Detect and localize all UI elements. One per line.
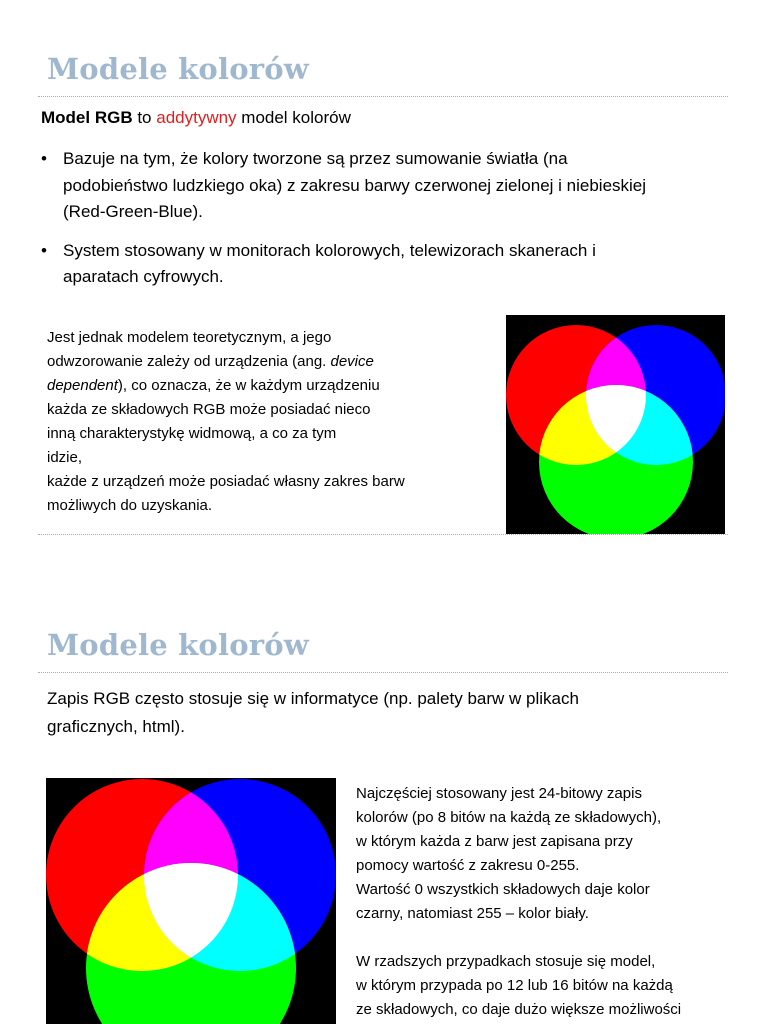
paragraph-line: w którym przypada po 12 lub 16 bitów na każdą: [356, 977, 673, 994]
paragraph-italic: dependent: [47, 377, 118, 394]
intro-pre: to: [132, 108, 157, 127]
paragraph-line: ), co oznacza, że w każdym urządzeniu: [117, 377, 380, 394]
bullet-item: [41, 238, 741, 291]
intro-bold: Model RGB: [41, 108, 133, 127]
bullet-line: System stosowany w monitorach kolorowych, telewizorach skanerach i: [63, 240, 596, 260]
slide-title: Modele kolorów: [47, 52, 309, 86]
paragraph-line: możliwych do uzyskania.: [47, 497, 213, 514]
intro-line: [41, 104, 351, 132]
rgb-venn-svg: [506, 315, 725, 534]
paragraph-line: czarny, natomiast 255 – kolor biały.: [356, 905, 589, 922]
rgb-venn-svg: [46, 778, 336, 1024]
title-divider: [38, 96, 728, 97]
paragraph-line: inną charakterystykę widmową, a co za tym: [47, 425, 337, 442]
slide-bottom-divider: [38, 534, 728, 535]
bullet-dot-icon: •: [41, 149, 47, 168]
intro-line: graficznych, html).: [47, 717, 185, 736]
bullet-line: (Red-Green-Blue).: [63, 202, 203, 221]
paragraph-line: w którym każda z barw jest zapisana przy: [356, 833, 633, 850]
bullet-list: [41, 146, 741, 303]
theory-paragraph: [47, 326, 487, 518]
bullet-line: Bazuje na tym, że kolory tworzone są przez sumowanie światła (na: [63, 149, 568, 168]
paragraph-line: odwzorowanie zależy od urządzenia (ang.: [47, 353, 331, 370]
paragraph-line: każde z urządzeń może posiadać własny zakres barw: [47, 473, 405, 490]
intro-post: model kolorów: [236, 108, 351, 127]
slide-2: [0, 576, 768, 1024]
paragraph-line: idzie,: [47, 449, 83, 466]
paragraph-line: Wartość 0 wszystkich składowych daje kolor: [356, 881, 650, 898]
paragraph-line: kolorów (po 8 bitów na każdą ze składowych),: [356, 809, 662, 826]
bullet-dot-icon: •: [41, 240, 47, 260]
paragraph-line: Jest jednak modelem teoretycznym, a jego: [47, 329, 332, 346]
bullet-line: podobieństwo ludzkiego oka) z zakresu barwy czerwonej zielonej i niebieskiej: [63, 175, 647, 195]
paragraph-gap: [356, 926, 736, 950]
slide-title: Modele kolorów: [47, 628, 309, 662]
paragraph-line: W rzadszych przypadkach stosuje się model,: [356, 953, 656, 970]
paragraph-line: pomocy wartość z zakresu 0-255.: [356, 857, 580, 874]
bullet-line: aparatach cyfrowych.: [63, 267, 224, 286]
paragraph-italic: device: [330, 353, 374, 370]
rgb-venn-diagram: [46, 778, 336, 1024]
rgb-venn-diagram: [506, 315, 725, 534]
paragraph-line: każda ze składowych RGB może posiadać nieco: [47, 401, 371, 418]
bullet-item: [41, 146, 741, 226]
paragraph-line: ze składowych, co daje dużo większe możliwości: [356, 1001, 682, 1018]
title-divider: [38, 672, 728, 673]
intro-line: Zapis RGB często stosuje się w informatyce (np. palety barw w plikach: [47, 689, 579, 708]
intro-accent: addytywny: [156, 108, 237, 127]
bit-depth-paragraph: [356, 782, 736, 1022]
rgb-usage-intro: [47, 685, 727, 741]
paragraph-line: Najczęściej stosowany jest 24-bitowy zapis: [356, 785, 642, 802]
